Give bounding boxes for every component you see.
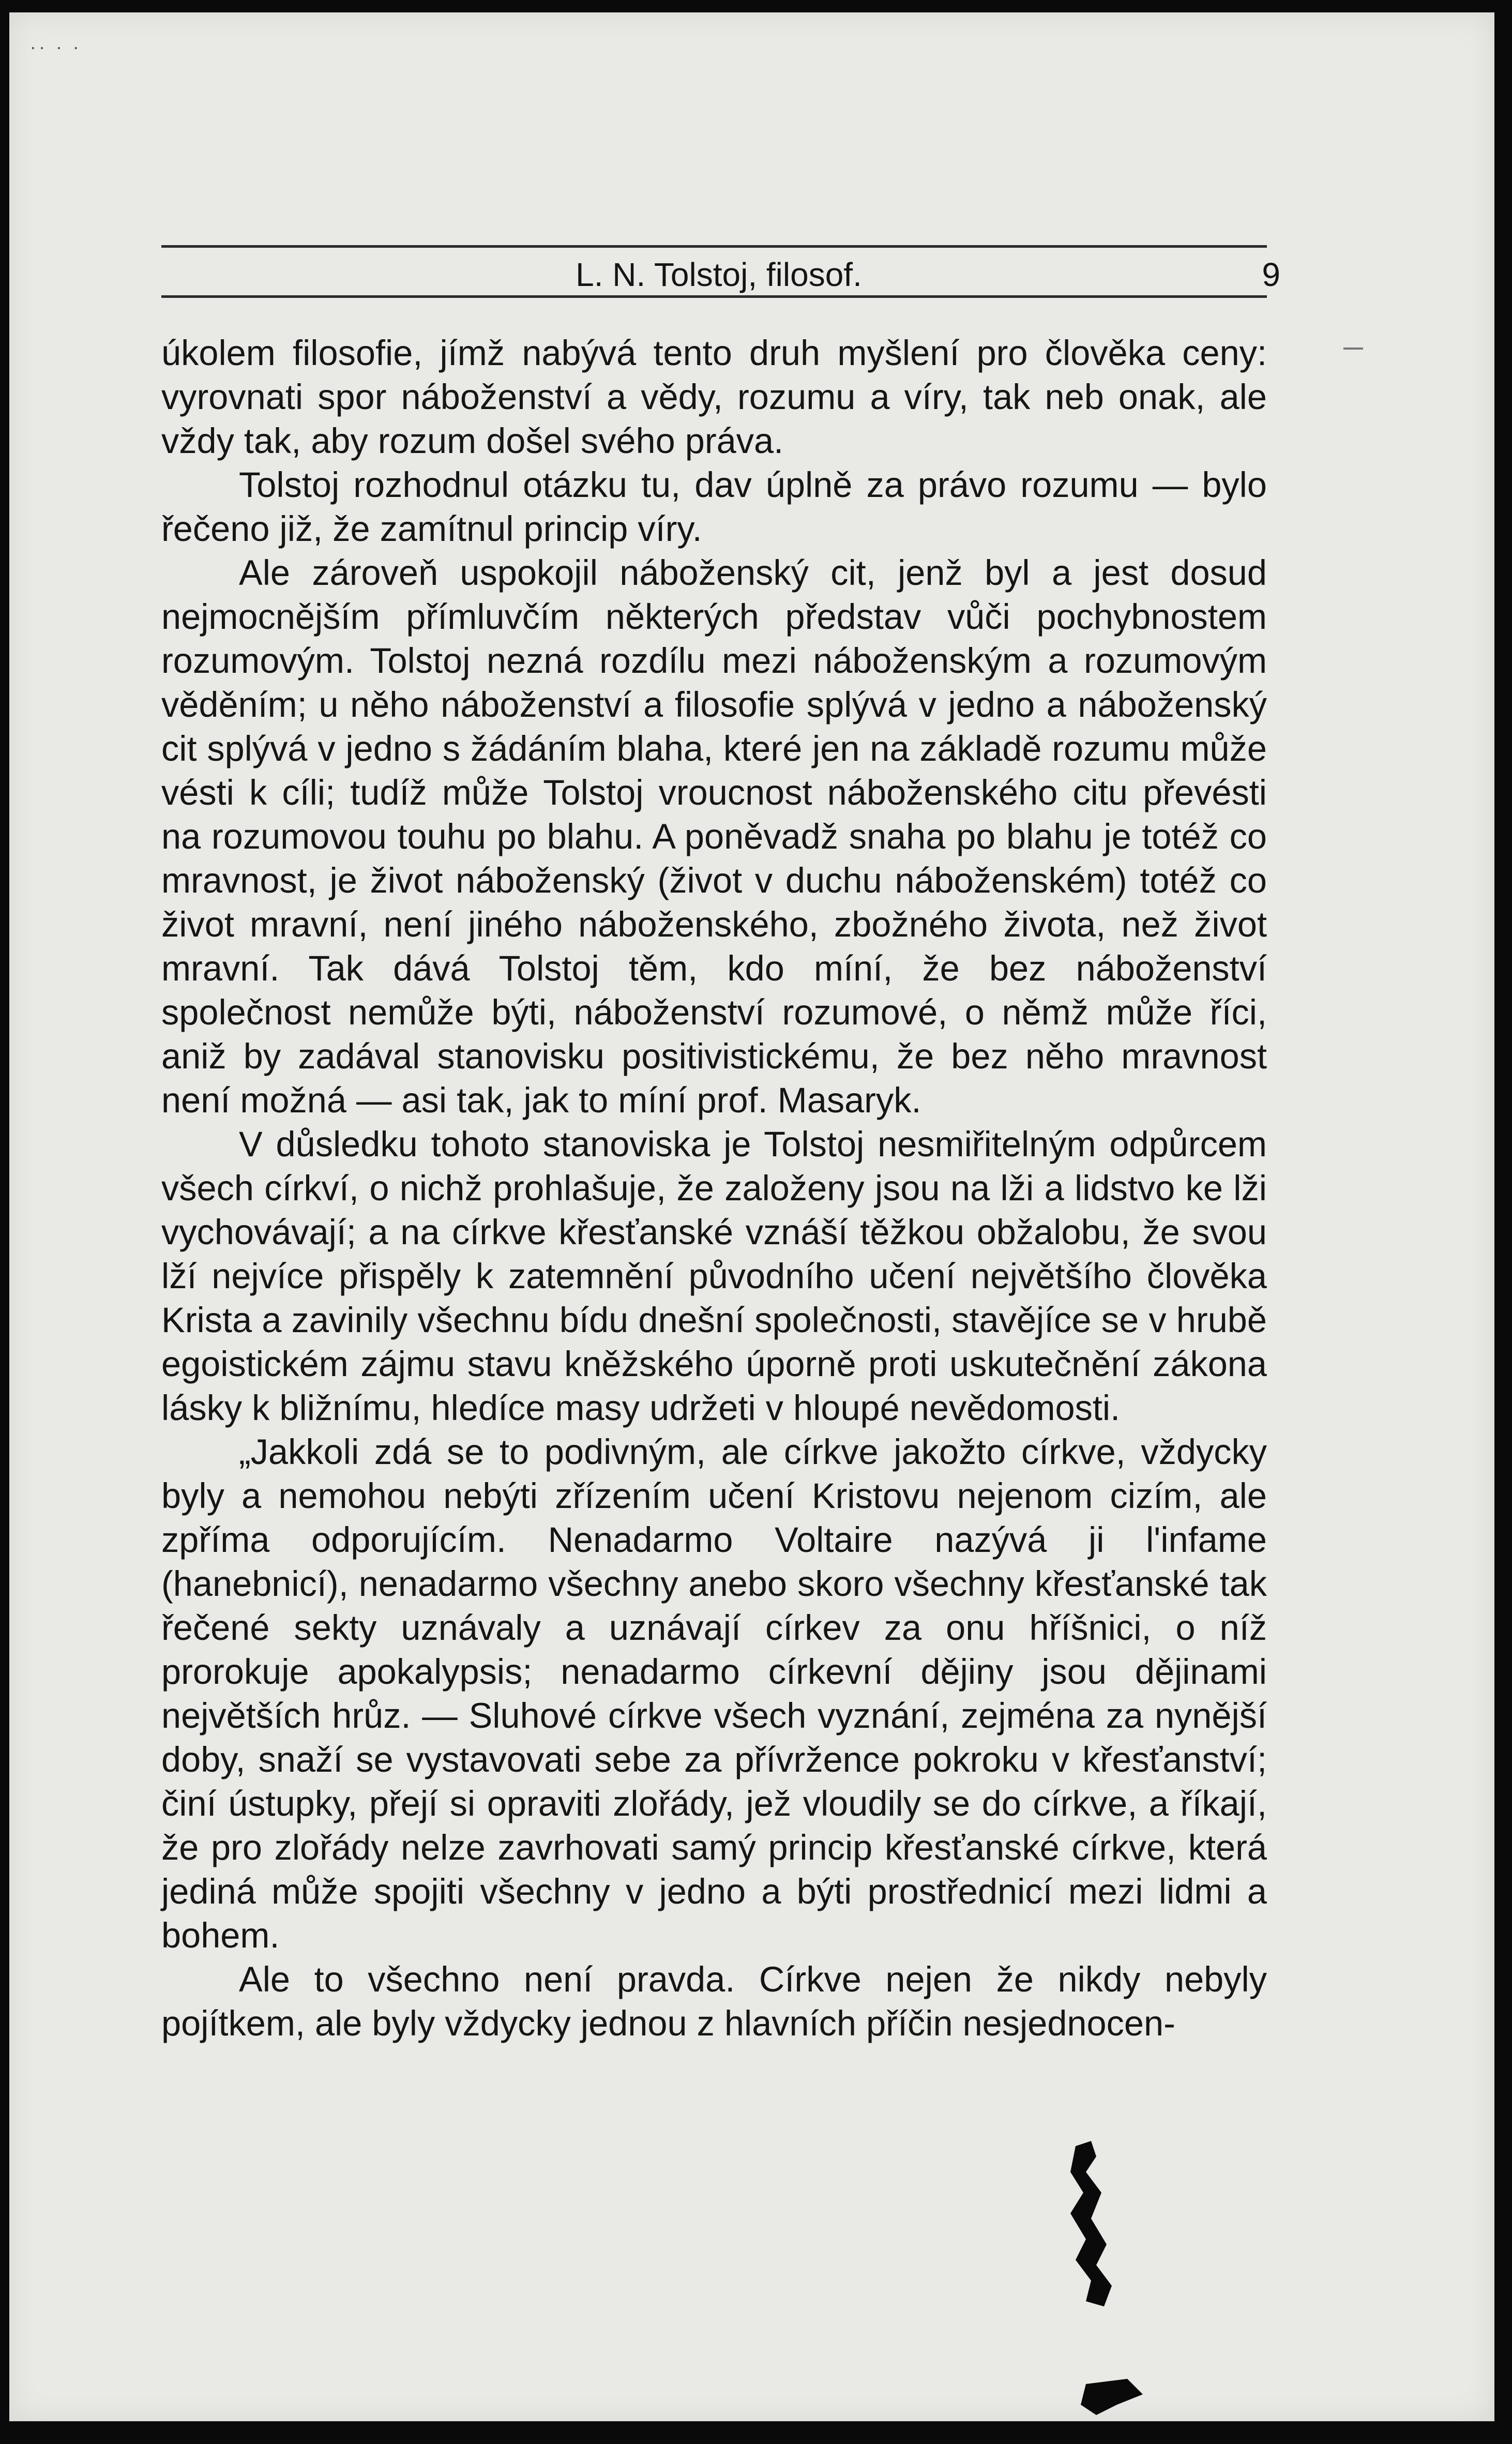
header-rule-bottom xyxy=(161,295,1267,298)
paragraph: V důsledku tohoto stanoviska je Tolstoj nesmiřitelným odpůrcem všech církví, o nichž prohlašuje, že založeny jsou na lži a lidstvo ke lži vychovávají; a na církve křesťanské vznáší těžkou obžalobu, že svou lží nejvíce přispěly k zatemnění původního učení největšího člověka Krista a zavinily všechnu bídu dnešní společnosti, stavějíce se v hrubě egoistickém zájmu stavu kněžského úporně proti uskutečnění zákona lásky k bližnímu, hledíce masy udržeti v hloupé nevědomosti. xyxy=(161,1124,1267,1428)
scan-speck-marks: ․․ ․ ․ xyxy=(30,34,82,53)
paragraph: Ale to všechno není pravda. Církve nejen že nikdy nebyly pojítkem, ale byly vždycky jednou z hlavních příčin nesjednocen- xyxy=(161,1959,1267,2043)
header-rule-top xyxy=(161,245,1267,248)
paragraph: úkolem filosofie, jímž nabývá tento druh myšlení pro člověka ceny: vyrovnati spor náboženství a vědy, rozumu a víry, tak neb onak, ale vždy tak, aby rozum došel svého práva. xyxy=(161,333,1267,461)
page-number: 9 xyxy=(1262,256,1280,293)
margin-mark xyxy=(1343,348,1363,350)
paragraph: Tolstoj rozhodnul otázku tu, dav úplně za právo rozumu — bylo řečeno již, že zamítnul princip víry. xyxy=(161,465,1267,549)
running-title: L. N. Tolstoj, filosof. xyxy=(576,256,862,293)
paragraph: „Jakkoli zdá se to podivným, ale církve jakožto církve, vždycky byly a nemohou nebýti zřízením učení Kristovu nejenom cizím, ale zpříma odporujícím. Nenadarmo Voltaire nazývá ji l'infame (hanebnicí), nenadarmo všechny anebo skoro všechny křesťanské tak řečené sekty uznávaly a uznávají církev za onu hříšnici, o níž prorokuje apokalypsis; nenadarmo církevní dějiny jsou dějinami největších hrůz. — Sluhové církve všech vyznání, zejména za nynější doby, snaží se vystavovati sebe za přívržence pokroku v křesťanství; činí ústupky, přejí si opraviti zlořády, jež vloudily se do církve, a říkají, že pro zlořády nelze zavrhovati samý princip křesťanské církve, která jediná může spojiti všechny v jedno a býti prostřednicí mezi lidmi a bohem. xyxy=(161,1432,1267,1955)
page-damage-mark xyxy=(1055,2136,1189,2425)
body-text xyxy=(161,331,1267,2045)
paragraph: Ale zároveň uspokojil náboženský cit, jenž byl a jest dosud nejmocnějším přímluvčím některých představ vůči pochybnostem rozumovým. Tolstoj nezná rozdílu mezi náboženským a rozumovým věděním; u něho náboženství a filosofie splývá v jedno a náboženský cit splývá v jedno s žádáním blaha, které jen na základě rozumu může vésti k cíli; tudíž může Tolstoj vroucnost náboženského citu převésti na rozumovou touhu po blahu. A poněvadž snaha po blahu je totéž co mravnost, je život náboženský (život v duchu náboženském) totéž co život mravní, není jiného náboženského, zbožného života, než život mravní. Tak dává Tolstoj těm, kdo míní, že bez náboženství společnost nemůže býti, náboženství rozumové, o němž může říci, aniž by zadával stanovisku positivistickému, že bez něho mravnost není možná — asi tak, jak to míní prof. Masaryk. xyxy=(161,553,1267,1120)
